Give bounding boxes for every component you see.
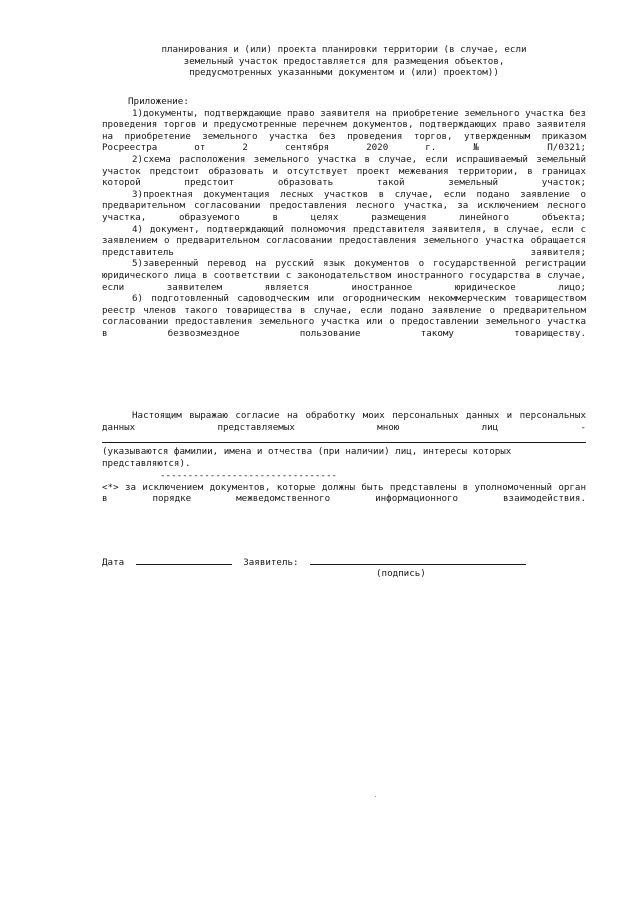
attachment-item-4: 4) документ, подтверждающий полномочия представителя заявителя, в случае, если с заявлением о предварительном согласовании предоставления земельного участка обращается представитель заявителя; [102, 223, 586, 258]
attachment-item-2: 2)схема расположения земельного участка в случае, если испрашиваемый земельный участок предстоит образовать и отсутствует проект межевания территории, в границах которой предстоит образовать такой земельный участок; [102, 153, 586, 189]
intro-line-1: планирования и (или) проекта планировки территории (в случае, если [161, 44, 527, 55]
scan-speck [375, 796, 376, 797]
consent-note: (указываются фамилии, имена и отчества (при наличии) лиц, интересы которых представляются). [102, 446, 512, 469]
date-label: Дата [102, 557, 125, 568]
signature-caption: (подпись) [376, 568, 426, 579]
date-field[interactable] [136, 555, 232, 565]
applicant-label: Заявитель: [243, 557, 299, 568]
attachments-section [102, 96, 586, 339]
intro-line-2: земельный участок предоставляется для размещения объектов, [183, 55, 505, 67]
applicant-signature-field[interactable] [310, 555, 526, 565]
attachment-item-3: 3)проектная документация лесных участков в случае, если подано заявление о предварительном согласовании предоставления лесного участка, за исключением лесного участка, образуемого в целях размещения линейного объекта; [102, 188, 586, 223]
intro-line-3: предусмотренных указанными документом и (или) проектом)) [189, 67, 499, 79]
footnote-text: <*> за исключением документов, которые должны быть представлены в уполномоченный орган в порядке межведомственного информационного взаимодействия. [102, 481, 586, 505]
attachments-heading: Приложение: [128, 96, 189, 107]
signature-row [102, 555, 526, 569]
attachment-item-6: 6) подготовленный садоводческим или огородническим некоммерческим товариществом реестр членов такого товарищества в случае, если подано заявление о предварительном согласовании предоставления земельного участка или о предоставлении земельного участка в безвозмездное пользование такому товариществу. [102, 293, 586, 339]
consent-section [102, 410, 586, 469]
consent-blank-line[interactable] [102, 442, 586, 443]
footnote-section [102, 470, 586, 505]
attachment-item-5: 5)заверенный перевод на русский язык документов о государственной регистрации юридического лица в соответствии с законодательством иностранного государства в случае, если заявителем является иностранное юридическое лицо; [102, 258, 586, 293]
footnote-divider: -------------------------------- [160, 470, 338, 481]
consent-text: Настоящим выражаю согласие на обработку моих персональных данных и персональных данных представляемых мною лиц - [102, 410, 586, 433]
intro-section [102, 44, 586, 79]
attachment-item-1: 1)документы, подтверждающие право заявителя на приобретение земельного участка без проведения торгов и предусмотренные перечнем документов, подтверждающих право заявителя на приобретение земельного участка без проведения торгов, утвержденным приказом Росреестра от 2 сентября 2020 г. № П/0321; [102, 107, 586, 154]
